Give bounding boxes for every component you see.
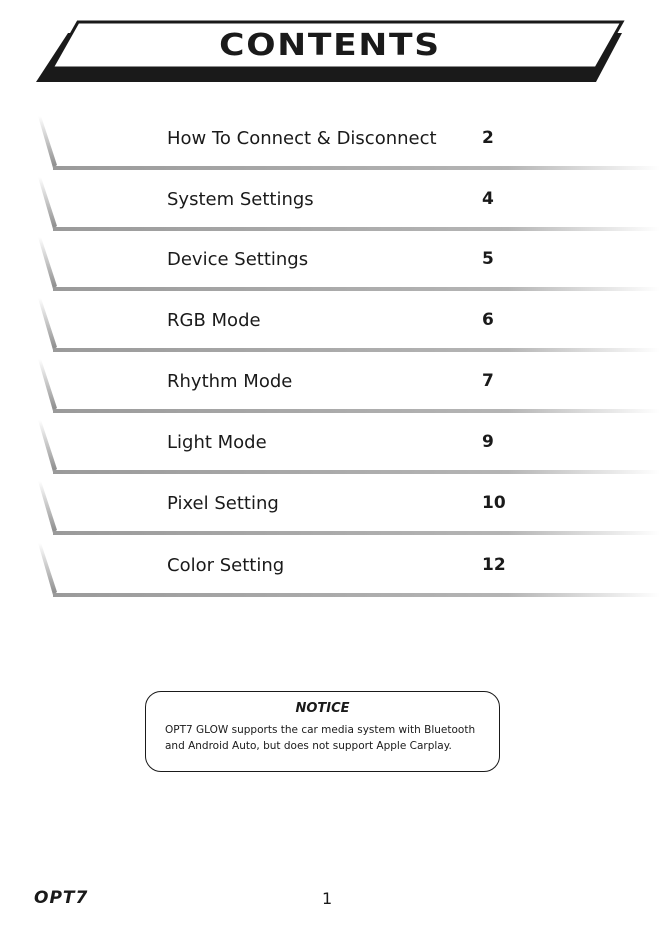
page-number: 1: [322, 889, 333, 908]
notice-line: and Android Auto, but does not support Apple Carplay.: [165, 740, 452, 752]
notice-title: NOTICE: [295, 701, 350, 716]
toc-item[interactable]: [0, 233, 660, 293]
contents-banner: [0, 0, 660, 100]
toc-page-number: 2: [482, 128, 494, 148]
page-title: CONTENTS: [219, 28, 441, 63]
toc-item[interactable]: [0, 294, 660, 354]
brand-logo: OPT7: [34, 888, 89, 908]
toc-item[interactable]: [0, 477, 660, 537]
notice-line: OPT7 GLOW supports the car media system with Bluetooth: [165, 724, 476, 736]
toc-label: Rhythm Mode: [167, 371, 293, 392]
notice-text: [165, 722, 490, 754]
toc-page-number: 7: [482, 371, 494, 391]
toc-divider: [0, 539, 660, 599]
toc-label: System Settings: [167, 189, 314, 210]
toc-item[interactable]: [0, 355, 660, 415]
toc-label: Color Setting: [167, 555, 285, 576]
toc-divider: [0, 233, 660, 293]
toc-item[interactable]: [0, 416, 660, 476]
toc-page-number: 10: [482, 493, 506, 513]
toc-label: Light Mode: [167, 432, 267, 453]
toc-divider: [0, 416, 660, 476]
toc-page-number: 4: [482, 189, 494, 209]
toc-item[interactable]: [0, 173, 660, 233]
toc-label: Pixel Setting: [167, 493, 279, 514]
toc-page-number: 5: [482, 249, 494, 269]
toc-page-number: 12: [482, 555, 506, 575]
toc-divider: [0, 294, 660, 354]
toc-item[interactable]: [0, 112, 660, 172]
toc-page-number: 9: [482, 432, 494, 452]
toc-divider: [0, 355, 660, 415]
toc-label: How To Connect & Disconnect: [167, 128, 437, 149]
toc-divider: [0, 477, 660, 537]
toc-label: Device Settings: [167, 249, 309, 270]
notice-box: [145, 691, 500, 772]
toc-label: RGB Mode: [167, 310, 261, 331]
toc-item[interactable]: [0, 539, 660, 599]
toc-divider: [0, 173, 660, 233]
toc-page-number: 6: [482, 310, 494, 330]
